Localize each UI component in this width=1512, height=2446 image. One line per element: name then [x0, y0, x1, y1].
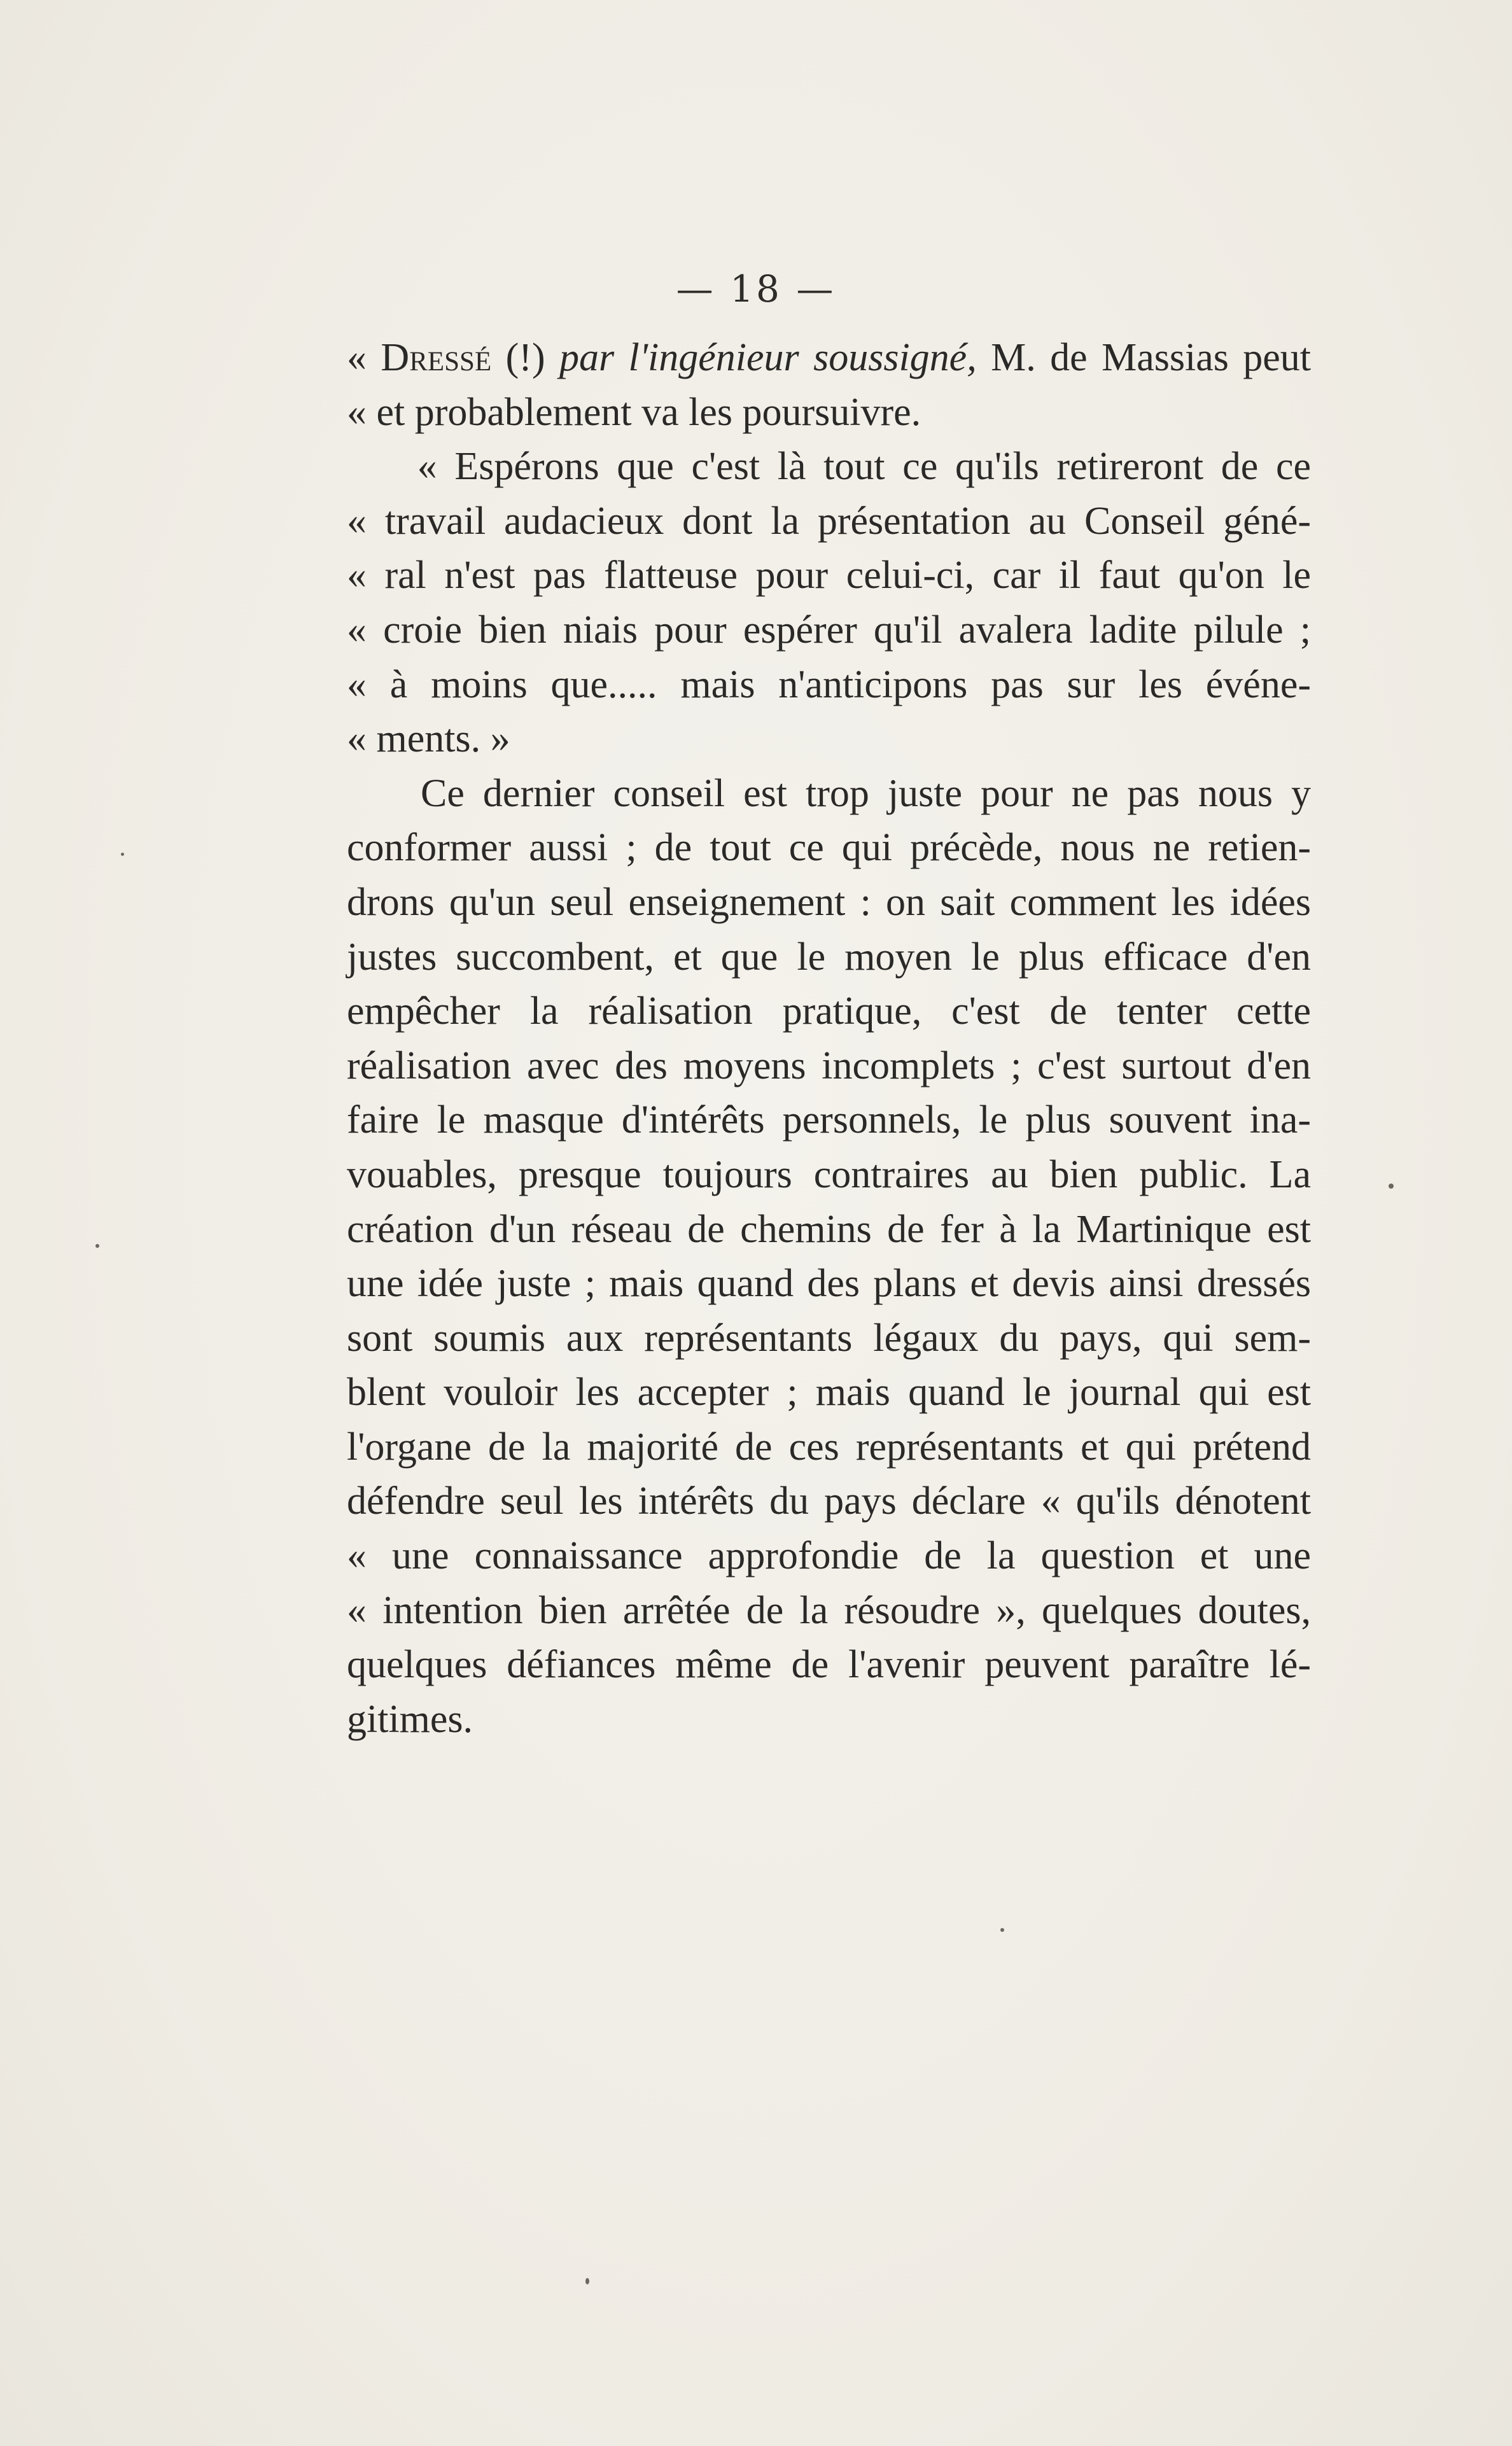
paper-speck: [1000, 1928, 1004, 1932]
paper-speck: [1389, 1184, 1394, 1189]
text-line: « Espérons que c'est là tout ce qu'ils retireront de ce: [347, 445, 1311, 489]
text-line: quelques défiances même de l'avenir peuvent paraître lé-: [347, 1643, 1311, 1687]
text-line: création d'un réseau de chemins de fer à la Martinique est: [347, 1207, 1311, 1251]
small-caps-word: Dressé: [381, 336, 492, 379]
text-line: « à moins que..... mais n'anticipons pas sur les événe-: [347, 662, 1311, 706]
text-line: justes succombent, et que le moyen le plus efficace d'en: [347, 935, 1311, 979]
text-line: « travail audacieux dont la présentation au Conseil géné-: [347, 499, 1311, 543]
text-line: « une connaissance approfondie de la question et une: [347, 1534, 1311, 1578]
text-line: l'organe de la majorité de ces représentants et qui prétend: [347, 1425, 1311, 1469]
text-line: sont soumis aux représentants légaux du pays, qui sem-: [347, 1316, 1311, 1360]
paper-speck: [585, 2278, 589, 2284]
page-number: — 18 —: [676, 267, 836, 311]
text-line: défendre seul les intérêts du pays déclare « qu'ils dénotent: [347, 1479, 1311, 1523]
text-line: vouables, presque toujours contraires au bien public. La: [347, 1152, 1311, 1196]
paper-speck: [121, 853, 124, 856]
text-line: Ce dernier conseil est trop juste pour ne pas nous y: [347, 771, 1311, 815]
text-line: réalisation avec des moyens incomplets ; c'est surtout d'en: [347, 1044, 1311, 1087]
text-line: « ral n'est pas flatteuse pour celui-ci, car il faut qu'on le: [347, 554, 1311, 598]
text-line: blent vouloir les accepter ; mais quand le journal qui est: [347, 1371, 1311, 1415]
text-line: gitimes.: [347, 1697, 473, 1741]
text-line: « et probablement va les poursuivre.: [347, 390, 921, 434]
italic-phrase: par l'ingénieur soussigné,: [559, 336, 977, 379]
text-line: une idée juste ; mais quand des plans et devis ainsi dressés: [347, 1262, 1311, 1306]
body-text: [347, 331, 1311, 1747]
text-line: drons qu'un seul enseignement : on sait comment les idées: [347, 880, 1311, 924]
text-line: conformer aussi ; de tout ce qui précède, nous ne retien-: [347, 826, 1311, 870]
text-line: « Dressé (!) par l'ingénieur soussigné, M. de Massias peut: [347, 336, 1312, 379]
text-line: « ments. »: [347, 717, 510, 761]
text-line: empêcher la réalisation pratique, c'est de tenter cette: [347, 989, 1311, 1033]
text-line: « croie bien niais pour espérer qu'il avalera ladite pilule ;: [347, 608, 1311, 652]
paper-speck: [95, 1244, 99, 1248]
text-line: faire le masque d'intérêts personnels, le plus souvent ina-: [347, 1098, 1311, 1142]
text-line: « intention bien arrêtée de la résoudre », quelques doutes,: [347, 1588, 1311, 1632]
